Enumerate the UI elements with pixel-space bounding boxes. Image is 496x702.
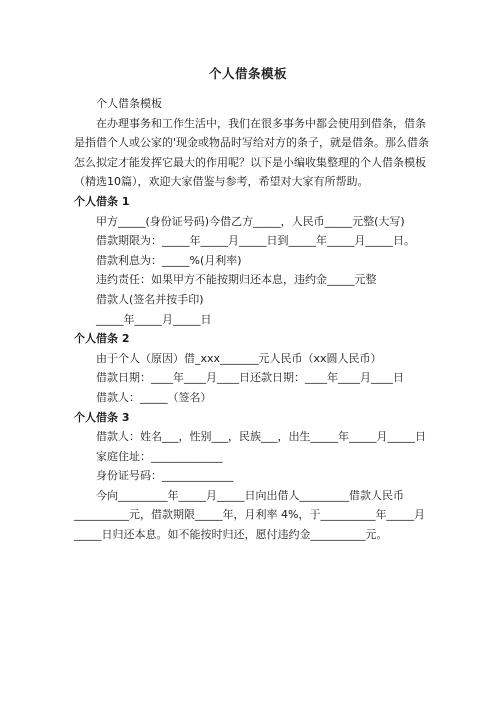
section-2-line: 由于个人（原因）借_xxx_______元人民币（xx圆人民币）	[96, 351, 382, 365]
intro-heading: 个人借条模板	[96, 97, 162, 110]
section-1-line: 借款期限为：_____年_____月_____日到_____年_____月_____日。	[96, 234, 415, 248]
section-2-heading: 个人借条 2	[74, 332, 130, 346]
document-body	[74, 94, 430, 545]
section-1-heading: 个人借条 1	[74, 194, 130, 208]
intro-paragraph: 在办理事务和工作生活中，我们在很多事务中都会使用到借条，借条是指借个人或公家的'现金或物品时写给对方的条子，就是借条。那么借条怎么拟定才能发挥它最大的作用呢？以下是小编收集整理的个人借条模板（精选10篇），欢迎大家借鉴与参考，希望对大家有所帮助。	[74, 116, 430, 189]
section-3-line: 身份证号码：_____________	[96, 469, 234, 483]
section-3-line: 今向_________年_____月_____日向出借人_________借款人民币__________元，借款期限_____年，月利率 4%，于__________年_____月_____日归还本息。如不能按时归还，愿付违约金__________元。	[74, 488, 425, 542]
section-1-line: _____年_____月_____日	[96, 312, 212, 326]
section-1-line: 借款人(签名并按手印)	[96, 292, 204, 306]
section-2-line: 借款日期：____年____月____日还款日期：____年____月____日	[96, 371, 404, 385]
section-1-line: 违约责任：如果甲方不能按期归还本息，违约金_____元整	[96, 273, 377, 287]
section-1-line: 甲方_____(身份证号码)今借乙方_____，人民币_____元整(大写)	[96, 214, 405, 228]
section-3-heading: 个人借条 3	[74, 410, 130, 424]
section-3-line: 家庭住址：_____________	[96, 449, 223, 463]
section-1-line: 借款利息为：_____%(月利率)	[96, 253, 242, 267]
page-title: 个人借条模板	[208, 66, 287, 81]
section-2-line: 借款人：_____（签名）	[96, 390, 212, 404]
section-3-line: 借款人：姓名___，性别___，民族___，出生_____年_____月_____日	[96, 430, 426, 444]
